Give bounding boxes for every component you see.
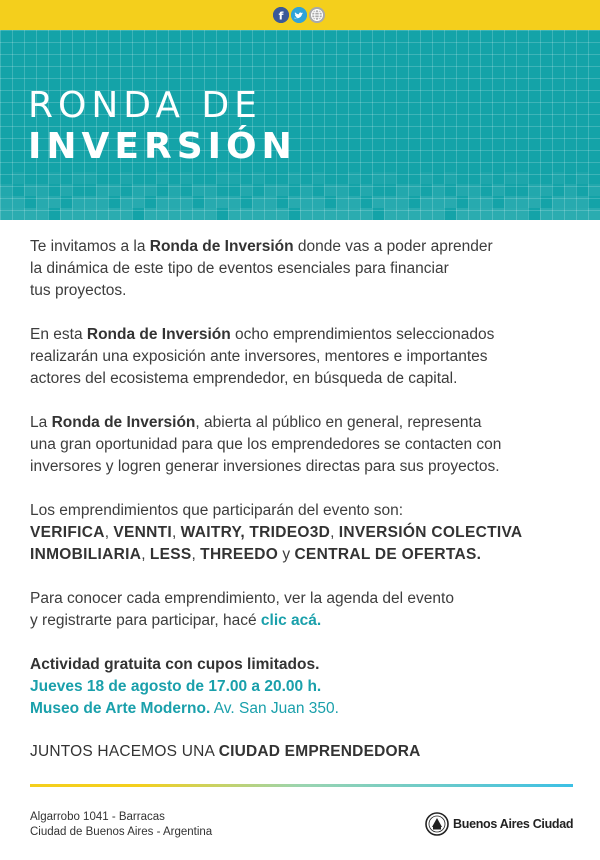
venture-name: THREEDO xyxy=(200,546,279,563)
venture-name: CENTRAL DE OFERTAS. xyxy=(294,546,482,563)
hero-tile xyxy=(312,196,324,208)
hero-tile xyxy=(576,172,588,184)
address-line: Ciudad de Buenos Aires - Argentina xyxy=(30,826,213,838)
text: , abierta al público en general, representa xyxy=(195,414,482,431)
hero-tile xyxy=(384,172,396,184)
separator: , xyxy=(330,524,339,541)
text: la dinámica de este tipo de eventos esenciales para financiar xyxy=(30,260,449,277)
facebook-icon[interactable] xyxy=(273,7,289,23)
register-link[interactable]: clic acá. xyxy=(260,612,322,629)
hero-tile xyxy=(348,196,360,208)
hero-tile xyxy=(264,184,276,196)
paragraph-description xyxy=(30,324,575,390)
hero-tile xyxy=(96,184,108,196)
hero-tile xyxy=(456,184,468,196)
event-name: Ronda de Inversión xyxy=(149,238,294,255)
hero-tile xyxy=(180,172,192,184)
hero-tile xyxy=(60,208,72,220)
free-activity-note: Actividad gratuita con cupos limitados. xyxy=(30,656,320,673)
hero-tile xyxy=(144,184,156,196)
hero-tile xyxy=(468,196,480,208)
hero-tile xyxy=(336,196,348,208)
hero-tile xyxy=(72,196,84,208)
text: y registrarte para participar, hacé xyxy=(30,612,261,629)
hero-tile xyxy=(564,196,576,208)
hero-tile xyxy=(372,196,384,208)
hero-tile xyxy=(432,184,444,196)
text: Para conocer cada emprendimiento, ver la agenda del evento xyxy=(30,590,454,607)
hero-tile xyxy=(588,184,600,196)
event-name: Ronda de Inversión xyxy=(51,414,196,431)
hero-tile xyxy=(564,184,576,196)
text: La xyxy=(30,414,52,431)
hero-tile xyxy=(264,208,276,220)
hero-tile xyxy=(396,196,408,208)
paragraph-opportunity xyxy=(30,412,575,478)
email-body xyxy=(30,236,575,742)
hero-tile xyxy=(216,172,228,184)
paragraph-event-details xyxy=(30,654,575,720)
hero-tile xyxy=(372,172,384,184)
twitter-icon[interactable] xyxy=(291,7,307,23)
hero-tile xyxy=(72,172,84,184)
text: realizarán una exposición ante inversores, mentores e importantes xyxy=(30,348,488,365)
hero-tile xyxy=(312,208,324,220)
hero-tile xyxy=(432,196,444,208)
event-address: Av. San Juan 350. xyxy=(210,700,339,717)
hero-tile xyxy=(552,172,564,184)
hero-tile xyxy=(312,172,324,184)
ventures-intro: Los emprendimientos que participarán del evento son: xyxy=(30,502,404,519)
hero-tile xyxy=(108,184,120,196)
hero-tile xyxy=(252,196,264,208)
hero-tile xyxy=(348,172,360,184)
text: Te invitamos a la xyxy=(30,238,150,255)
hero-tile xyxy=(96,208,108,220)
paragraph-intro xyxy=(30,236,575,302)
city-seal-icon xyxy=(425,812,449,836)
hero-tile xyxy=(264,196,276,208)
hero-tile xyxy=(300,208,312,220)
hero-tile xyxy=(156,172,168,184)
hero-tile xyxy=(336,208,348,220)
hero-tile xyxy=(504,196,516,208)
hero-tile xyxy=(276,184,288,196)
hero-tile xyxy=(324,208,336,220)
buenos-aires-logo[interactable] xyxy=(425,812,573,836)
hero-tile xyxy=(36,196,48,208)
hero-tile xyxy=(24,184,36,196)
address-line: Algarrobo 1041 - Barracas xyxy=(30,811,165,823)
hero-tile xyxy=(72,208,84,220)
hero-tile xyxy=(108,208,120,220)
hero-tile xyxy=(396,208,408,220)
hero-tile xyxy=(252,208,264,220)
hero-tile xyxy=(420,172,432,184)
hero-tile xyxy=(480,172,492,184)
hero-tile xyxy=(444,172,456,184)
hero-tile xyxy=(96,196,108,208)
motto-highlight: CIUDAD EMPRENDEDORA xyxy=(218,743,421,760)
hero-tile xyxy=(180,196,192,208)
hero-tile xyxy=(288,172,300,184)
text: tus proyectos. xyxy=(30,282,127,299)
venture-name: WAITRY, xyxy=(180,524,246,541)
top-bar xyxy=(0,0,600,30)
hero-tile xyxy=(480,208,492,220)
hero-tile xyxy=(360,184,372,196)
hero-tile xyxy=(180,208,192,220)
hero-tile xyxy=(540,184,552,196)
hero-tile xyxy=(504,172,516,184)
hero-tile xyxy=(360,208,372,220)
hero-tile xyxy=(468,184,480,196)
hero-tile xyxy=(132,196,144,208)
hero-tile xyxy=(204,196,216,208)
hero-tile xyxy=(0,184,12,196)
hero-tile xyxy=(540,208,552,220)
hero-decoration xyxy=(0,170,600,220)
logo-text: Buenos Aires Ciudad xyxy=(453,817,574,831)
hero-tile xyxy=(444,196,456,208)
hero-tile xyxy=(12,172,24,184)
hero-tile xyxy=(552,208,564,220)
hero-tile xyxy=(384,196,396,208)
separator: , xyxy=(191,546,201,563)
hero-tile xyxy=(216,196,228,208)
hero-tile xyxy=(168,208,180,220)
hero-tile xyxy=(12,208,24,220)
hero-tile xyxy=(192,184,204,196)
hero-tile xyxy=(516,172,528,184)
separator: y xyxy=(278,546,295,563)
hero-tile xyxy=(516,208,528,220)
text: ocho emprendimientos seleccionados xyxy=(230,326,495,343)
hero-tile xyxy=(396,184,408,196)
hero-tile xyxy=(432,208,444,220)
motto-text: JUNTOS HACEMOS UNA xyxy=(30,743,219,760)
hero-tile xyxy=(384,208,396,220)
text: una gran oportunidad para que los emprendedores se contacten con xyxy=(30,436,502,453)
hero-tile xyxy=(348,208,360,220)
separator: , xyxy=(141,546,150,563)
hero-tile xyxy=(528,196,540,208)
hero-tile xyxy=(300,196,312,208)
hero-tile xyxy=(120,172,132,184)
hero-tile xyxy=(576,196,588,208)
hero-tile xyxy=(228,172,240,184)
venture-name: TRIDEO3D xyxy=(249,524,331,541)
venture-name: LESS xyxy=(149,546,192,563)
hero-tile xyxy=(492,184,504,196)
hero-tile xyxy=(168,196,180,208)
footer-address xyxy=(30,810,212,840)
hero-tile xyxy=(576,208,588,220)
hero-tile xyxy=(156,196,168,208)
hero-tile xyxy=(204,184,216,196)
hero-tile xyxy=(60,184,72,196)
separator: , xyxy=(104,524,114,541)
hero-tile xyxy=(36,208,48,220)
hero-tile xyxy=(36,184,48,196)
hero-tile xyxy=(120,208,132,220)
paragraph-registration xyxy=(30,588,575,632)
text: inversores y logren generar inversiones directas para sus proyectos. xyxy=(30,458,500,475)
text: donde vas a poder aprender xyxy=(293,238,493,255)
hero-tile xyxy=(0,208,12,220)
hero-tile xyxy=(84,196,96,208)
separator: , xyxy=(172,524,181,541)
hero-tile xyxy=(240,184,252,196)
paragraph-ventures xyxy=(30,500,575,566)
venture-name: INMOBILIARIA xyxy=(30,546,142,563)
hero-tile xyxy=(552,196,564,208)
hero-tile xyxy=(84,208,96,220)
footer-divider xyxy=(30,784,573,787)
hero-tile xyxy=(276,208,288,220)
hero-banner xyxy=(0,30,600,220)
hero-tile xyxy=(420,208,432,220)
hero-tile xyxy=(252,172,264,184)
hero-tile xyxy=(12,196,24,208)
hero-tile xyxy=(480,196,492,208)
text: actores del ecosistema emprendedor, en búsqueda de capital. xyxy=(30,370,458,387)
hero-tile xyxy=(204,208,216,220)
hero-tile xyxy=(420,196,432,208)
hero-tile xyxy=(492,208,504,220)
venture-name: VENNTI xyxy=(113,524,173,541)
hero-tile xyxy=(564,208,576,220)
venture-name: INVERSIÓN COLECTIVA xyxy=(338,524,523,541)
hero-tile xyxy=(168,184,180,196)
hero-tile xyxy=(228,208,240,220)
event-name: Ronda de Inversión xyxy=(86,326,231,343)
social-links xyxy=(273,7,325,23)
hero-tile xyxy=(324,184,336,196)
hero-tile xyxy=(48,196,60,208)
hero-tile xyxy=(24,208,36,220)
hero-title-line2: INVERSIÓN xyxy=(28,126,297,167)
hero-tile xyxy=(228,196,240,208)
hero-tile xyxy=(132,184,144,196)
hero-tile xyxy=(0,196,12,208)
hero-tile xyxy=(336,184,348,196)
web-icon[interactable] xyxy=(309,7,325,23)
text: En esta xyxy=(30,326,87,343)
hero-tile xyxy=(192,208,204,220)
hero-tile xyxy=(288,196,300,208)
venture-name: VERIFICA xyxy=(30,524,105,541)
hero-tile xyxy=(144,208,156,220)
hero-tile xyxy=(504,208,516,220)
hero-tile xyxy=(408,208,420,220)
motto xyxy=(30,743,421,761)
hero-tile xyxy=(48,172,60,184)
hero-tile xyxy=(84,172,96,184)
hero-tile xyxy=(156,208,168,220)
hero-tile xyxy=(300,184,312,196)
hero-tile xyxy=(120,196,132,208)
svg-text:f: f xyxy=(278,9,284,23)
hero-title-line1: RONDA DE xyxy=(28,85,262,126)
hero-tile xyxy=(516,196,528,208)
hero-tile xyxy=(588,208,600,220)
hero-tile xyxy=(528,184,540,196)
event-date: Jueves 18 de agosto de 17.00 a 20.00 h. xyxy=(30,678,322,695)
hero-tile xyxy=(468,208,480,220)
hero-tile xyxy=(408,184,420,196)
hero-tile xyxy=(456,208,468,220)
event-venue: Museo de Arte Moderno. xyxy=(30,700,211,717)
hero-tile xyxy=(240,208,252,220)
